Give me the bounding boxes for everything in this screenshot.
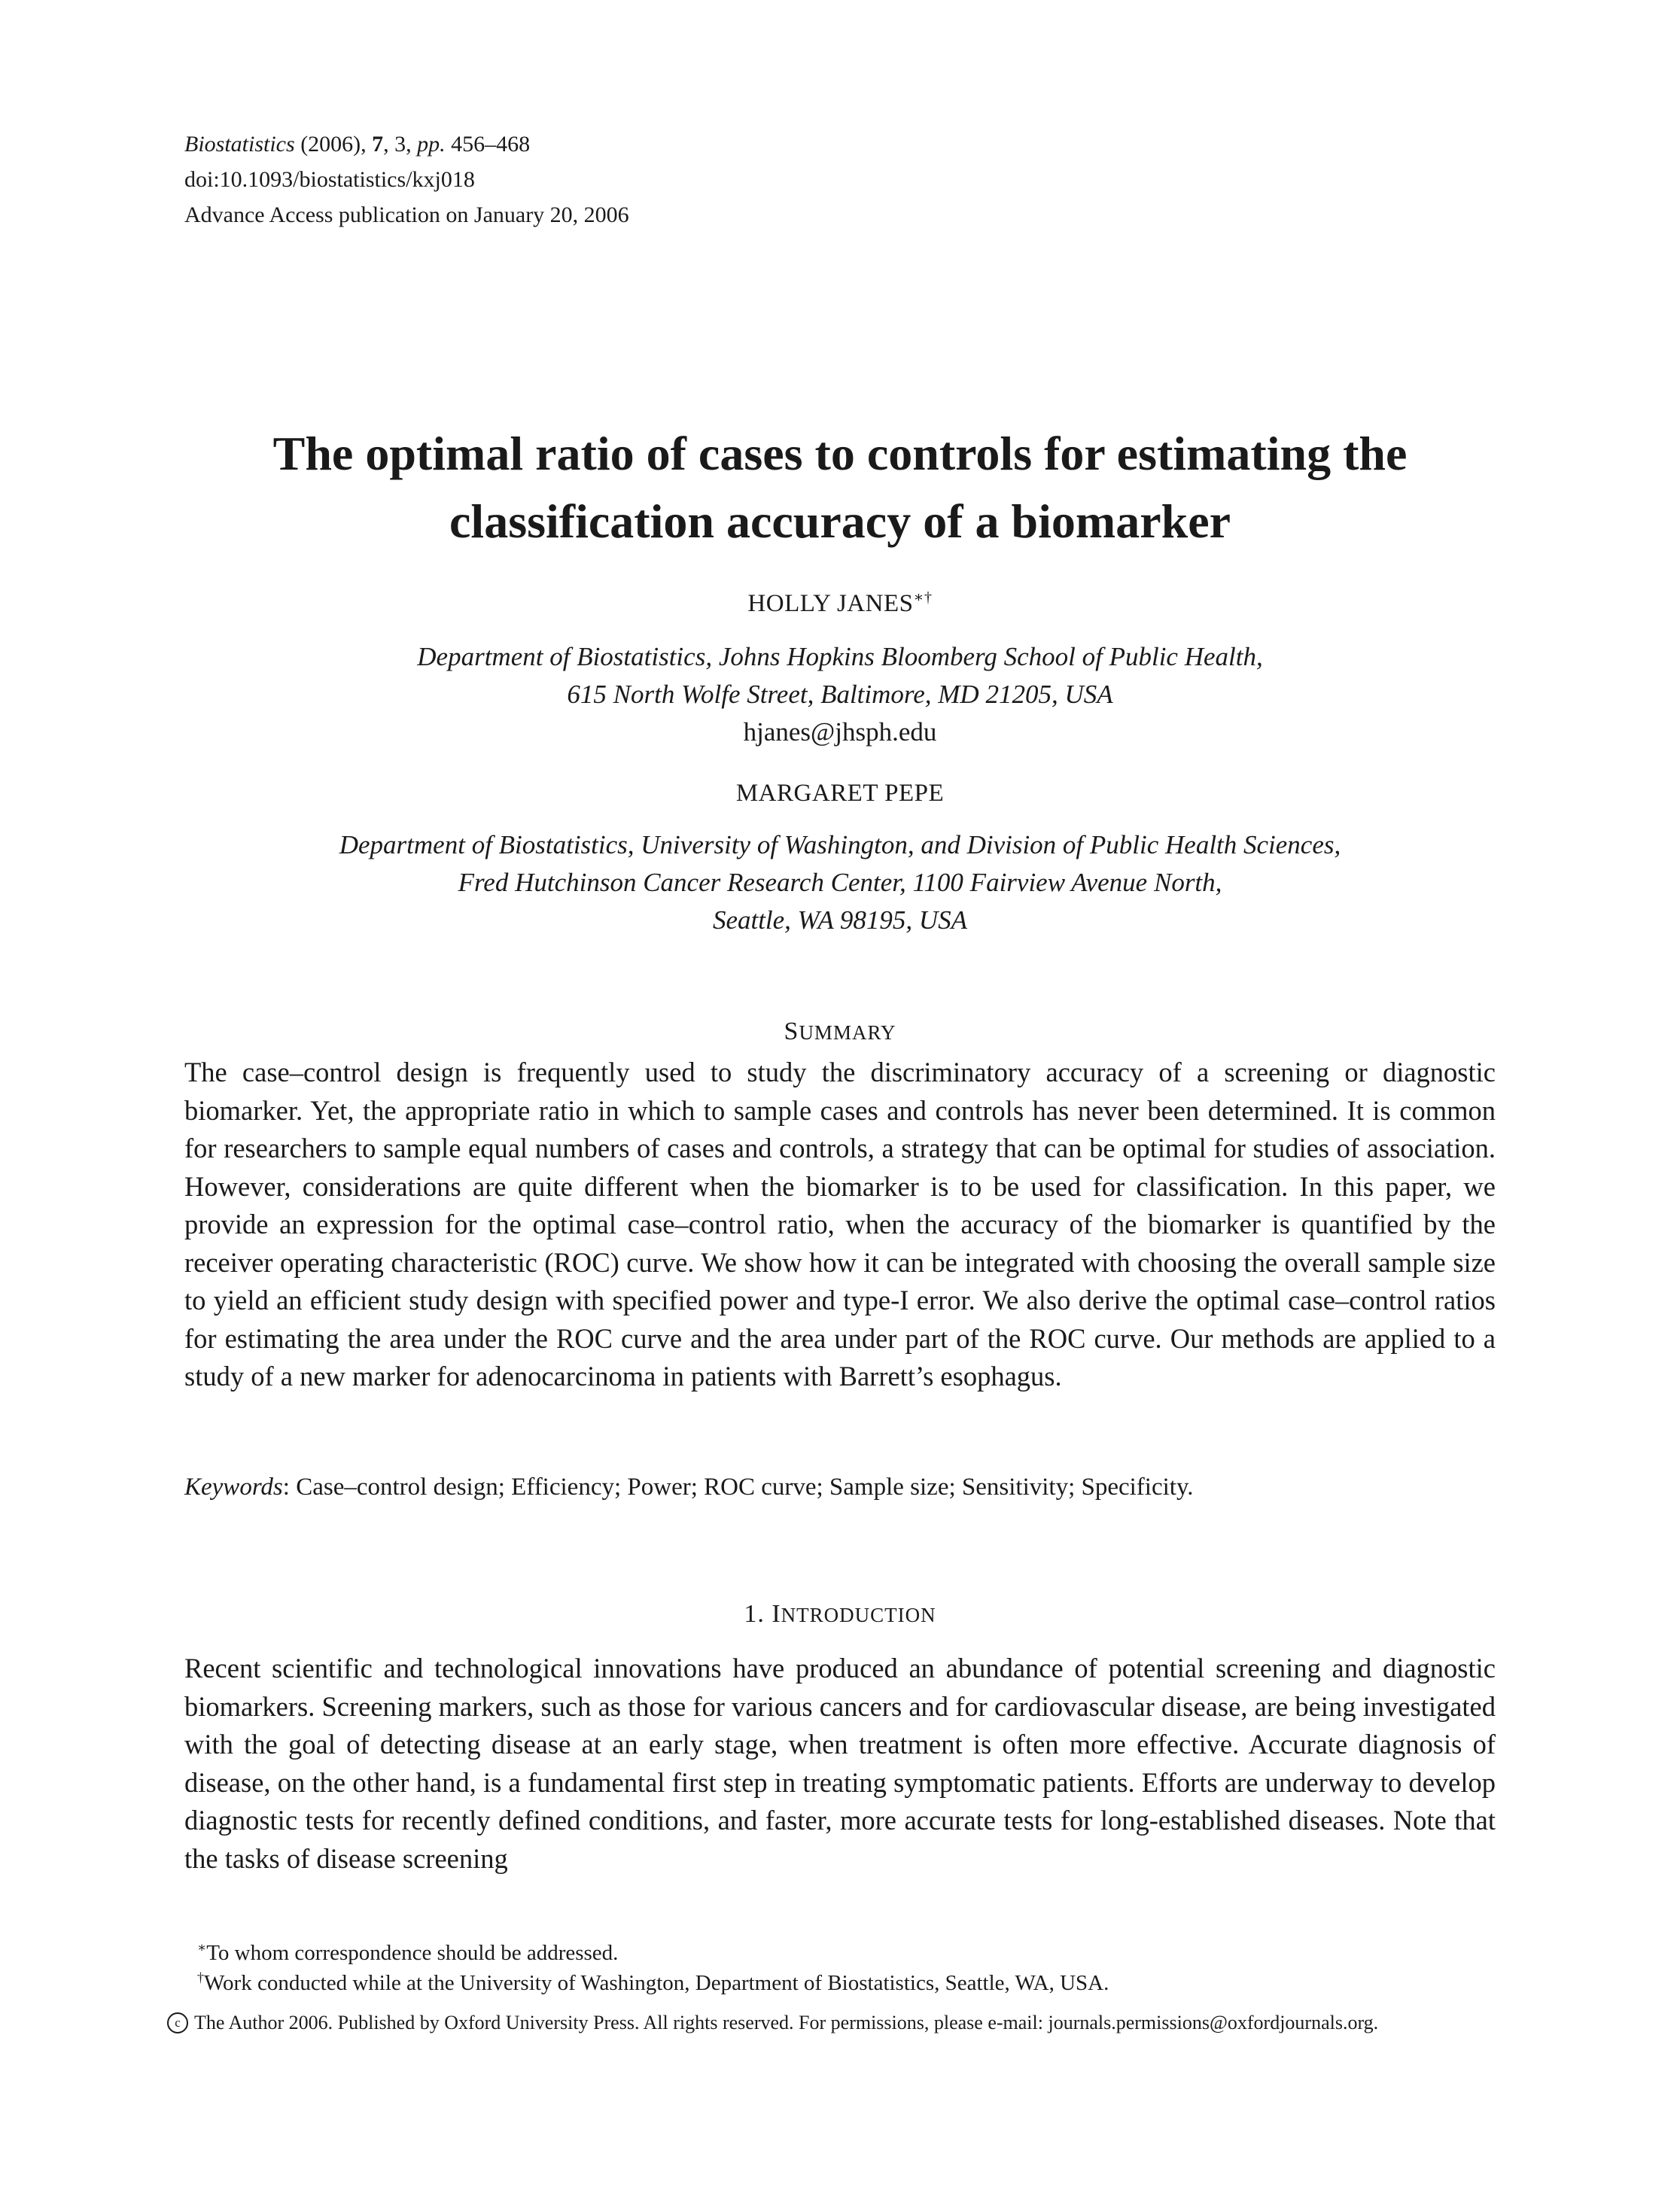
summary-heading: SUMMARY — [784, 1017, 896, 1045]
footnote: ∗To whom correspondence should be addressed. — [197, 1939, 619, 1965]
page-range: 456–468 — [445, 132, 531, 157]
author-2-name: MARGARET PEPE — [735, 780, 945, 807]
journal-name: Biostatistics — [184, 132, 295, 157]
author-1-name: HOLLY JANES∗† — [747, 589, 933, 617]
footnotes — [197, 1938, 1109, 1998]
keywords-label: Keywords — [184, 1474, 283, 1501]
copyright-notice: c The Author 2006. Published by Oxford University Press. All rights reserved. For permissions, please e-mail: journals.permissions@oxfordjournals.org. — [167, 2012, 1378, 2034]
copyright-icon: c — [167, 2012, 188, 2033]
keywords: Keywords: Case–control design; Efficiency; Power; ROC curve; Sample size; Sensitivity; Specificity. — [184, 1474, 1194, 1501]
author-2-affiliation: Department of Biostatistics, University of Washington, and Division of Public Health Sciences, Fred Hutchinson Cancer Research Center, 1100 Fairview Avenue North, Seattle, WA 98195, USA — [339, 830, 1341, 935]
advance-access: Advance Access publication on January 20, 2006 — [184, 202, 629, 227]
introduction-text: Recent scientific and technological innovations have produced an abundance of potential screening and diagnostic biomarkers. Screening markers, such as those for various cancers and for cardiovascular disease, are being investigated with the goal of detecting disease at an early stage, when treatment is often more effective. Accurate diagnosis of disease, on the other hand, is a fundamental first step in treating symptomatic patients. Efforts are underway to develop diagnostic tests for recently defined conditions, and faster, more accurate tests for long-established diseases. Note that the tasks of disease screening — [184, 1653, 1496, 1874]
author-footnote-marks: ∗† — [913, 589, 933, 606]
journal-header — [184, 126, 629, 233]
paper-title: The optimal ratio of cases to controls for estimating the classification accuracy of a biomarker — [272, 427, 1408, 548]
author-1-affiliation: Department of Biostatistics, Johns Hopkins Bloomberg School of Public Health, 615 North Wolfe Street, Baltimore, MD 21205, USA — [417, 642, 1263, 709]
author-1-email: hjanes@jhsph.edu — [743, 717, 937, 747]
footnote: †Work conducted while at the University of Washington, Department of Biostatistics, Seattle, WA, USA. — [197, 1970, 1109, 1995]
introduction-heading: 1. INTRODUCTION — [744, 1600, 936, 1628]
doi: doi:10.1093/biostatistics/kxj018 — [184, 167, 475, 192]
citation-line: Biostatistics (2006), 7, 3, pp. 456–468 — [184, 132, 531, 157]
volume: 7 — [372, 132, 384, 157]
summary-text: The case–control design is frequently used to study the discriminatory accuracy of a screening or diagnostic biomarker. Yet, the appropriate ratio in which to sample cases and controls has never been determined. It is common for researchers to sample equal numbers of cases and controls, a strategy that can be optimal for studies of association. However, considerations are quite different when the biomarker is to be used for classification. In this paper, we provide an expression for the optimal case–control ratio, when the accuracy of the biomarker is quantified by the receiver operating characteristic (ROC) curve. We show how it can be integrated with choosing the overall sample size to yield an efficient study design with specified power and type-I error. We also derive the optimal case–control ratios for estimating the area under the ROC curve and the area under part of the ROC curve. Our methods are applied to a study of a new marker for adenocarcinoma in patients with Barrett’s esophagus. — [184, 1057, 1496, 1392]
